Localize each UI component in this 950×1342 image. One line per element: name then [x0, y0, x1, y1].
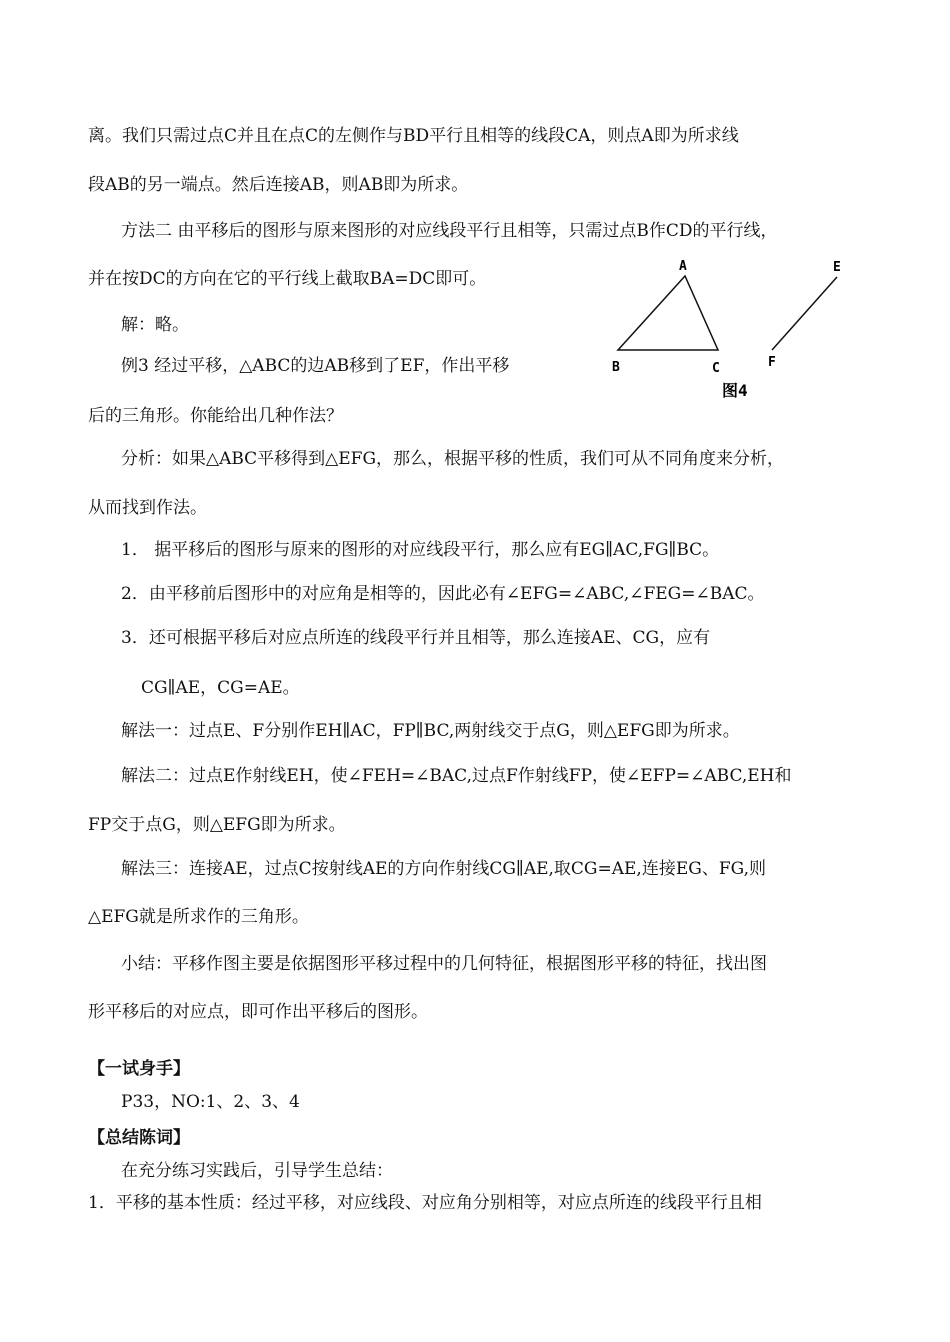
label-e: E — [833, 260, 841, 275]
paragraph-line: 形平移后的对应点，即可作出平移后的图形。 — [88, 1002, 428, 1022]
paragraph-line: 并在按DC的方向在它的平行线上截取BA=DC即可。 — [88, 269, 487, 289]
paragraph-line: 小结：平移作图主要是依据图形平移过程中的几何特征，根据图形平移的特征，找出图 — [121, 954, 767, 974]
label-a: A — [679, 259, 687, 274]
paragraph-line: CG∥AE，CG=AE。 — [141, 678, 300, 698]
paragraph-line: 2．由平移前后图形中的对应角是相等的，因此必有∠EFG=∠ABC,∠FEG=∠BAC。 — [121, 584, 765, 604]
segment-ef — [772, 277, 837, 350]
summary-item: 1．平移的基本性质：经过平移，对应线段、对应角分别相等，对应点所连的线段平行且相 — [88, 1193, 762, 1213]
summary-intro: 在充分练习实践后，引导学生总结： — [121, 1161, 393, 1181]
paragraph-line: FP交于点G，则△EFG即为所求。 — [88, 815, 346, 835]
paragraph-line: 方法二 由平移后的图形与原来图形的对应线段平行且相等，只需过点B作CD的平行线， — [121, 221, 778, 241]
paragraph-line: 分析：如果△ABC平移得到△EFG，那么，根据平移的性质，我们可从不同角度来分析， — [121, 449, 785, 469]
label-f: F — [768, 355, 776, 370]
label-b: B — [612, 360, 620, 375]
paragraph-line: 3．还可根据平移后对应点所连的线段平行并且相等，那么连接AE、CG，应有 — [121, 628, 711, 648]
paragraph-line: 离。我们只需过点C并且在点C的左侧作与BD平行且相等的线段CA，则点A即为所求线 — [88, 126, 739, 146]
paragraph-line: 后的三角形。你能给出几种作法？ — [88, 406, 343, 426]
paragraph-line: 1． 据平移后的图形与原来的图形的对应线段平行，那么应有EG∥AC,FG∥BC。 — [121, 540, 720, 560]
figure-4-diagram — [600, 252, 880, 412]
paragraph-line: 例3 经过平移，△ABC的边AB移到了EF，作出平移 — [121, 356, 510, 376]
exercise-reference: P33，NO:1、2、3、4 — [121, 1092, 300, 1112]
label-c: C — [712, 361, 720, 376]
paragraph-line: 解法一：过点E、F分别作EH∥AC，FP∥BC,两射线交于点G，则△EFG即为所求。 — [121, 721, 740, 741]
triangle-abc — [618, 276, 718, 350]
paragraph-line: △EFG就是所求作的三角形。 — [88, 907, 309, 927]
paragraph-line: 解法二：过点E作射线EH，使∠FEH=∠BAC,过点F作射线FP，使∠EFP=∠ABC,EH和 — [121, 766, 792, 786]
paragraph-line: 解：略。 — [121, 315, 189, 335]
section-heading-summary: 【总结陈词】 — [88, 1128, 190, 1148]
paragraph-line: 段AB的另一端点。然后连接AB，则AB即为所求。 — [88, 175, 469, 195]
figure-caption: 图4 — [722, 381, 748, 400]
paragraph-line: 解法三：连接AE，过点C按射线AE的方向作射线CG∥AE,取CG=AE,连接EG、FG,则 — [121, 859, 766, 879]
paragraph-line: 从而找到作法。 — [88, 498, 207, 518]
section-heading-try: 【一试身手】 — [88, 1059, 190, 1079]
